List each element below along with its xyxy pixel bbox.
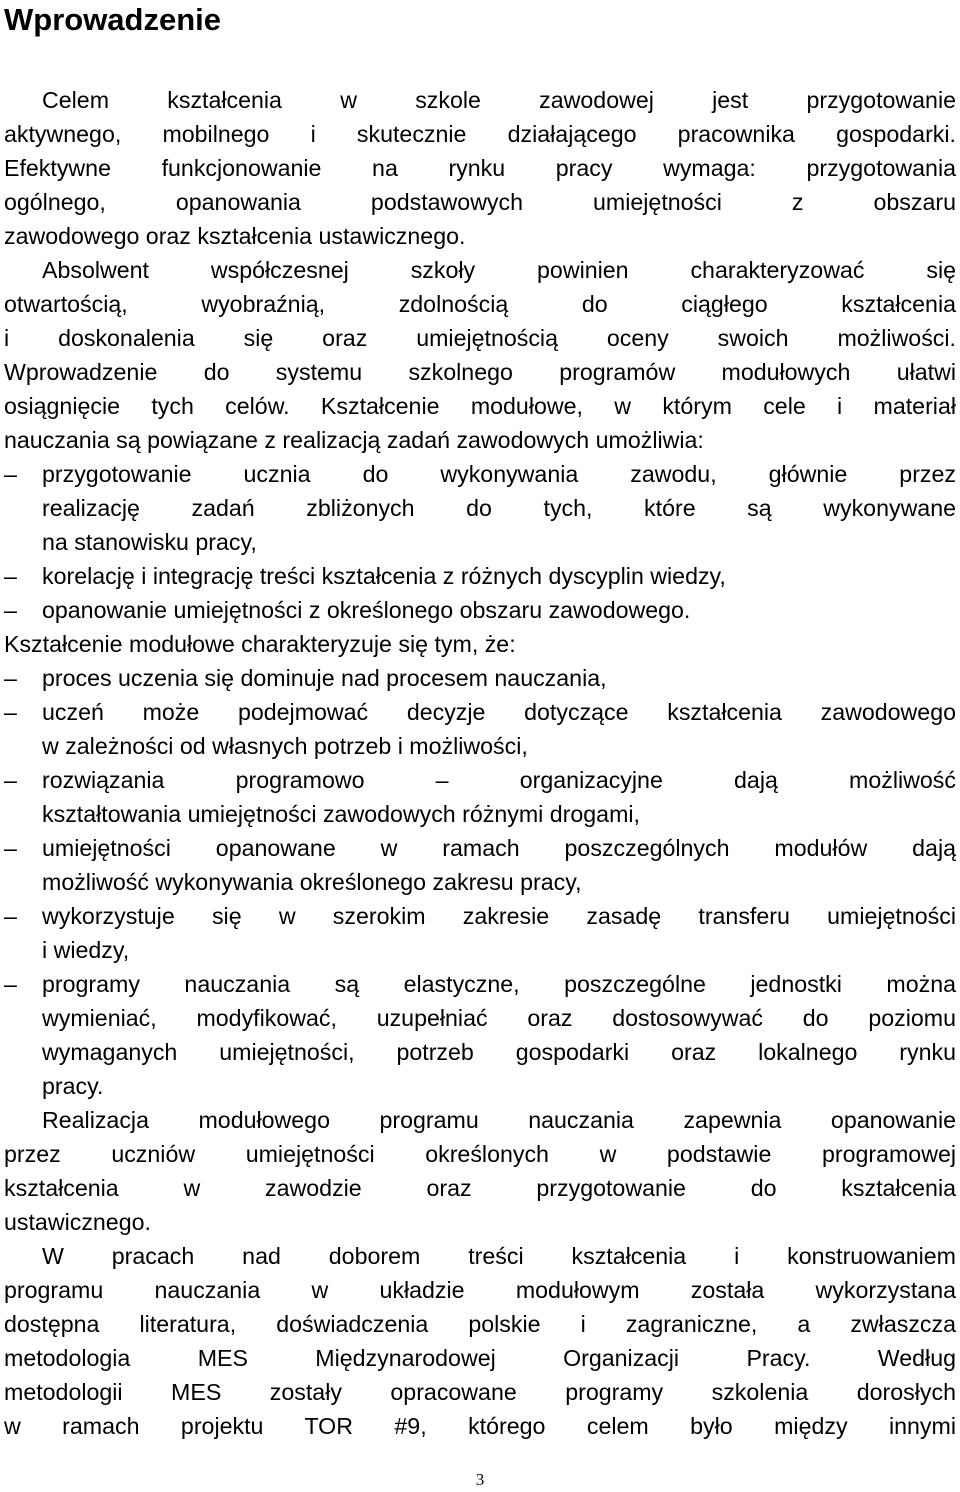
dash-bullet: – bbox=[4, 665, 17, 691]
dash-bullet: – bbox=[4, 903, 17, 929]
list-item-text: rozwiązania programowo – organizacyjne dają możliwość bbox=[42, 767, 956, 793]
text-line: Absolwent współczesnej szkoły powinien charakteryzować się bbox=[42, 257, 956, 283]
list-item-text: programy nauczania są elastyczne, poszczególne jednostki można bbox=[42, 971, 956, 997]
text-line: metodologii MES zostały opracowane programy szkolenia dorosłych bbox=[4, 1379, 956, 1405]
text-line: Kształcenie modułowe charakteryzuje się tym, że: bbox=[4, 631, 516, 657]
list-item-continuation: na stanowisku pracy, bbox=[42, 529, 257, 555]
dash-bullet: – bbox=[4, 461, 17, 487]
page-number: 3 bbox=[475, 1470, 485, 1489]
dash-bullet: – bbox=[4, 971, 17, 997]
list-item-text: przygotowanie ucznia do wykonywania zawodu, głównie przez bbox=[42, 461, 956, 487]
list-item-continuation: w zależności od własnych potrzeb i możliwości, bbox=[42, 733, 528, 759]
dash-bullet: – bbox=[4, 597, 17, 623]
text-line: zawodowego oraz kształcenia ustawicznego. bbox=[4, 223, 466, 249]
list-item bbox=[4, 661, 956, 695]
text-line: osiągnięcie tych celów. Kształcenie modułowe, w którym cele i materiał bbox=[4, 393, 956, 419]
dash-bullet: – bbox=[4, 563, 17, 589]
list-item-continuation: pracy. bbox=[42, 1073, 104, 1099]
list-item bbox=[4, 559, 956, 593]
text-line: w ramach projektu TOR #9, którego celem było między innymi bbox=[4, 1413, 956, 1439]
document-page bbox=[4, 0, 956, 1439]
list-item-text: wykorzystuje się w szerokim zakresie zasadę transferu umiejętności bbox=[42, 903, 956, 929]
text-line: metodologia MES Międzynarodowej Organizacji Pracy. Według bbox=[4, 1345, 956, 1371]
list-item bbox=[4, 593, 956, 627]
dash-bullet: – bbox=[4, 699, 17, 725]
text-line: Wprowadzenie do systemu szkolnego programów modułowych ułatwi bbox=[4, 359, 956, 385]
document-body bbox=[4, 83, 956, 1443]
list-item bbox=[4, 763, 956, 797]
list-item bbox=[4, 831, 956, 865]
text-line: ogólnego, opanowania podstawowych umiejętności z obszaru bbox=[4, 189, 956, 215]
text-line: Celem kształcenia w szkole zawodowej jest przygotowanie bbox=[42, 87, 956, 113]
list-item-continuation: kształtowania umiejętności zawodowych różnymi drogami, bbox=[42, 801, 640, 827]
list-item-text: korelację i integrację treści kształcenia z różnych dyscyplin wiedzy, bbox=[42, 563, 726, 589]
text-line: ustawicznego. bbox=[4, 1209, 151, 1235]
dash-bullet: – bbox=[4, 767, 17, 793]
dash-bullet: – bbox=[4, 835, 17, 861]
text-line: i doskonalenia się oraz umiejętnością oceny swoich możliwości. bbox=[4, 325, 956, 351]
list-item-text: opanowanie umiejętności z określonego obszaru zawodowego. bbox=[42, 597, 691, 623]
list-item-continuation: możliwość wykonywania określonego zakresu pracy, bbox=[42, 869, 582, 895]
list-item-continuation: i wiedzy, bbox=[42, 937, 130, 963]
text-line: Efektywne funkcjonowanie na rynku pracy wymaga: przygotowania bbox=[4, 155, 956, 181]
list-item-continuation: wymieniać, modyfikować, uzupełniać oraz dostosowywać do poziomu bbox=[42, 1005, 956, 1031]
page-title: Wprowadzenie bbox=[4, 2, 222, 37]
text-line: przez uczniów umiejętności określonych w podstawie programowej bbox=[4, 1141, 956, 1167]
list-item bbox=[4, 967, 956, 1001]
text-line: kształcenia w zawodzie oraz przygotowanie do kształcenia bbox=[4, 1175, 956, 1201]
list-item bbox=[4, 899, 956, 933]
text-line: otwartością, wyobraźnią, zdolnością do ciągłego kształcenia bbox=[4, 291, 956, 317]
list-item-continuation: realizację zadań zbliżonych do tych, które są wykonywane bbox=[42, 495, 956, 521]
list-item-text: proces uczenia się dominuje nad procesem nauczania, bbox=[42, 665, 607, 691]
text-line: Realizacja modułowego programu nauczania zapewnia opanowanie bbox=[42, 1107, 956, 1133]
list-item bbox=[4, 695, 956, 729]
list-item-text: uczeń może podejmować decyzje dotyczące kształcenia zawodowego bbox=[42, 699, 956, 725]
text-line: nauczania są powiązane z realizacją zadań zawodowych umożliwia: bbox=[4, 427, 704, 453]
text-line: programu nauczania w układzie modułowym została wykorzystana bbox=[4, 1277, 956, 1303]
text-line: W pracach nad doborem treści kształcenia i konstruowaniem bbox=[42, 1243, 956, 1269]
text-line: aktywnego, mobilnego i skutecznie działającego pracownika gospodarki. bbox=[4, 121, 956, 147]
list-item-continuation: wymaganych umiejętności, potrzeb gospodarki oraz lokalnego rynku bbox=[42, 1039, 956, 1065]
list-item-text: umiejętności opanowane w ramach poszczególnych modułów dają bbox=[42, 835, 956, 861]
text-line: dostępna literatura, doświadczenia polskie i zagraniczne, a zwłaszcza bbox=[4, 1311, 956, 1337]
list-item bbox=[4, 457, 956, 491]
